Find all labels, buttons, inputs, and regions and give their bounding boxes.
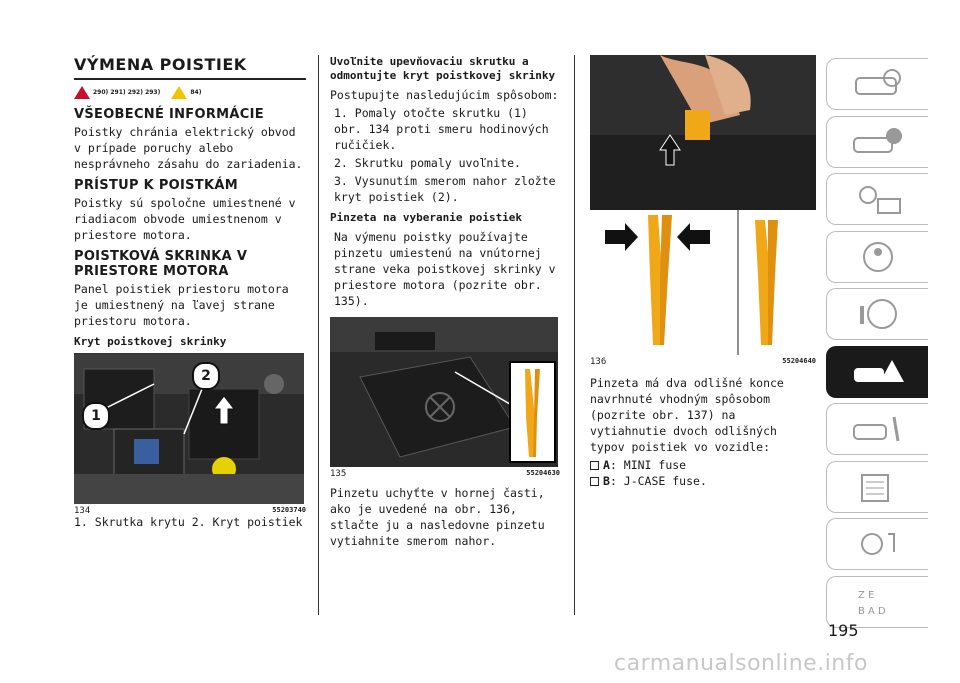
remove-cover-heading: Uvoľnite upevňovaciu skrutku a odmontujte kryt poistkovej skrinky — [330, 55, 556, 82]
car-tools-icon — [848, 411, 908, 447]
tab-car-info[interactable] — [826, 116, 928, 168]
figure-136-number: 136 — [590, 357, 607, 367]
figure-135-code: 55204630 — [526, 469, 560, 477]
figure-136 — [590, 55, 816, 355]
index-letters-icon — [848, 584, 908, 620]
callout-2: 2 — [192, 362, 220, 390]
procedure-intro: Postupujte nasledujúcim spôsobom: — [330, 88, 559, 102]
page-number: 195 — [828, 621, 859, 640]
cover-heading: Kryt poistkovej skrinky — [74, 335, 227, 348]
tab-driving[interactable] — [826, 288, 928, 340]
lights-mail-icon — [848, 181, 908, 217]
tab-maintenance[interactable] — [826, 403, 928, 455]
after-figure-text: Pinzetu uchyťte v hornej časti, ako je uvedené na obr. 136, stlačte ju a nasledovne pinzetu vytiahnite smerom nahor. — [330, 486, 545, 548]
section-access-heading: PRÍSTUP K POISTKÁM — [74, 178, 238, 193]
warning-refs: 290) 291) 292) 293) — [93, 89, 161, 96]
chapter-tabs — [826, 58, 928, 633]
figure-134-caption: 1. Skrutka krytu 2. Kryt poistiek — [74, 515, 303, 529]
section-box-text: Panel poistiek priestoru motora je umiestnený na ľavej strane priestoru motora. — [74, 282, 289, 328]
figure-136-code: 55204640 — [782, 357, 816, 365]
title-rule — [74, 78, 306, 80]
figure-136-caption-row — [590, 357, 816, 367]
tab-lights[interactable] — [826, 173, 928, 225]
warning-red-icon — [74, 86, 90, 99]
callout-1: 1 — [82, 402, 110, 430]
figure-134-number: 134 — [74, 506, 91, 516]
column-right — [590, 55, 816, 489]
steering-wheel-icon — [848, 296, 908, 332]
section-general-heading: VŠEOBECNÉ INFORMÁCIE — [74, 107, 264, 122]
figure-135 — [330, 317, 558, 467]
warning-row — [74, 86, 306, 99]
step-1: 1. Pomaly otočte skrutku (1) obr. 134 proti smeru hodinových ručičiek. — [334, 106, 549, 152]
fusebox-lid-photo — [330, 317, 558, 467]
tab-index[interactable] — [826, 576, 928, 628]
section-general-text: Poistky chránia elektrický obvod v prípade poruchy alebo nesprávneho zásahu do zariadenia. — [74, 125, 303, 171]
page-title: VÝMENA POISTIEK — [74, 55, 247, 74]
car-breakdown-icon — [848, 354, 908, 390]
section-box-heading: POISTKOVÁ SKRINKA V PRIESTORE MOTORA — [74, 249, 248, 279]
warning-refs-2: 84) — [190, 89, 202, 96]
tab-emergency[interactable] — [826, 346, 928, 398]
bullet-a-label: A — [603, 458, 610, 472]
bullet-b — [590, 473, 816, 489]
step-3: 3. Vysunutím smerom nahor zložte kryt poistiek (2). — [334, 174, 556, 204]
column-divider-1 — [318, 55, 319, 615]
figure-135-number: 135 — [330, 469, 347, 479]
airbag-person-icon — [848, 239, 908, 275]
figure-134 — [74, 353, 304, 504]
tweezers-heading: Pinzeta na vyberanie poistiek — [330, 211, 523, 224]
figure-135-caption-row — [330, 469, 560, 479]
car-info-icon — [848, 124, 908, 160]
bullet-a — [590, 457, 816, 473]
bullet-a-text: : MINI fuse — [609, 458, 687, 472]
watermark: carmanualsonline.info — [614, 651, 868, 676]
tab-multimedia[interactable] — [826, 518, 928, 570]
caution-yellow-icon — [171, 86, 187, 99]
section-access-text: Poistky sú spoločne umiestnené v riadiacom obvode umiestnenom v priestore motora. — [74, 196, 296, 242]
tab-dashboard[interactable] — [826, 58, 928, 110]
tweezers-ends-text: Pinzeta má dva odlišné konce navrhnuté vhodným spôsobom (pozrite obr. 137) na vytiahnutie dvoch odlišných typov poistiek vo vozidle: — [590, 376, 784, 454]
figure-134-code: 55203740 — [272, 506, 306, 514]
svg-text:B A D: B A D — [857, 605, 886, 617]
column-middle — [330, 55, 560, 551]
bullet-b-text: : J-CASE fuse. — [609, 474, 707, 488]
specs-list-icon — [848, 469, 908, 505]
column-left — [74, 55, 306, 532]
column-divider-2 — [574, 55, 575, 615]
engine-bay-photo — [74, 354, 304, 504]
svg-text:Z E: Z E — [857, 589, 874, 601]
multimedia-icon — [848, 526, 908, 562]
dashboard-car-icon — [848, 66, 908, 102]
tab-safety[interactable] — [826, 231, 928, 283]
tab-specs[interactable] — [826, 461, 928, 513]
bullet-box-icon — [590, 461, 599, 470]
tweezers-photo — [590, 55, 816, 355]
step-2: 2. Skrutku pomaly uvoľnite. — [334, 156, 521, 170]
bullet-b-label: B — [603, 474, 610, 488]
bullet-box-icon — [590, 477, 599, 486]
tweezers-text: Na výmenu poistky používajte pinzetu umiestenú na vnútornej strane veka poistkovej skrinky v priestore motora (pozrite obr. 135). — [334, 230, 556, 308]
